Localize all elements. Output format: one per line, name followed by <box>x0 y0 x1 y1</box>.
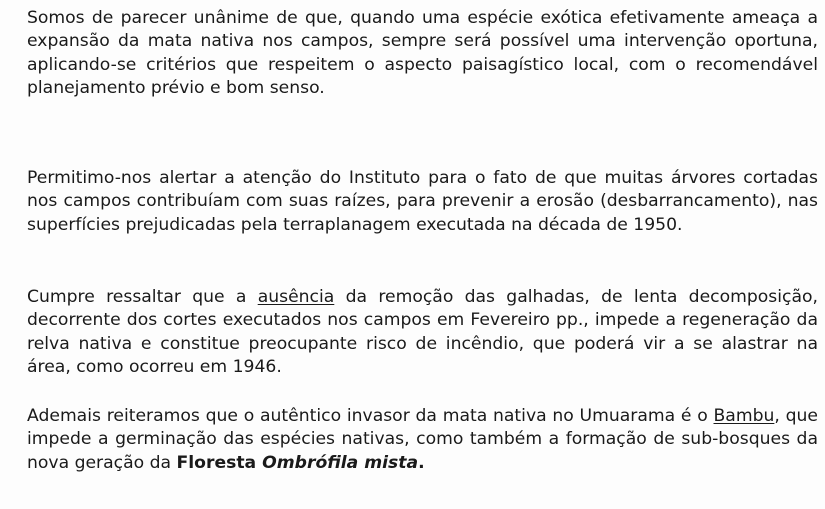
underlined-word-bambu: Bambu <box>713 406 775 426</box>
paragraph-4 <box>27 405 818 475</box>
paragraph-4-text-before: Ademais reiteramos que o autêntico invasor da mata nativa no Umuarama é o <box>27 406 714 426</box>
paragraph-3-text-before: Cumpre ressaltar que a <box>27 287 258 307</box>
bold-italic-term-ombrofila-mista: Ombrófila mista <box>262 452 419 473</box>
paragraph-4-period: . <box>418 452 425 473</box>
underlined-word-ausencia: ausência <box>257 287 335 307</box>
paragraph-3 <box>27 286 818 380</box>
bold-term-floresta: Floresta <box>176 452 263 473</box>
paragraph-4-text-middle: , que impede a germinação das espécies nativas, como também a formação de sub-bosques da nova geração da <box>27 406 818 473</box>
paragraph-1: Somos de parecer unânime de que, quando uma espécie exótica efetivamente ameaça a expansão da mata nativa nos campos, sempre será possível uma intervenção oportuna, aplicando-se critérios que respeitem o aspecto paisagístico local, com o recomendável planejamento prévio e bom senso. <box>27 8 818 99</box>
paragraph-3-text-after: da remoção das galhadas, de lenta decomposição, decorrente dos cortes executados nos campos em Fevereiro pp., impede a regeneração da relva nativa e constitue preocupante risco de incêndio, que poderá vir a se alastrar na área, como ocorreu em 1946. <box>27 287 818 378</box>
paragraph-2: Permitimo-nos alertar a atenção do Instituto para o fato de que muitas árvores cortadas nos campos contribuíam com suas raízes, para prevenir a erosão (desbarrancamento), nas superfícies prejudicadas pela terraplanagem executada na década de 1950. <box>27 168 818 235</box>
